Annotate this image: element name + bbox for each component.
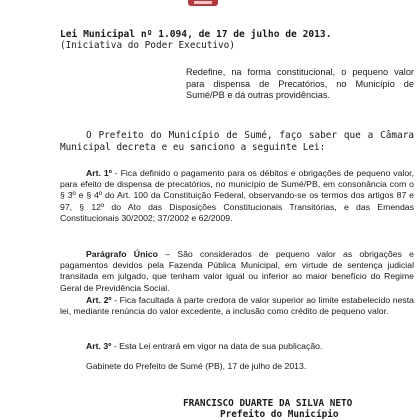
article-2-text: - Fica facultada à parte credora de valor superior ao limite estabelecido nesta lei, mediante renúncia do valor excedente, a inclusão como crédito de pequeno valor. bbox=[60, 295, 414, 317]
signatory-name: FRANCISCO DUARTE DA SILVA NETO bbox=[183, 398, 353, 409]
article-3-text: - Esta Lei entrará em vigor na data de sua publicação. bbox=[111, 341, 323, 351]
article-1-label: Art. 1º bbox=[86, 168, 112, 178]
sole-paragraph-text: – São considerados de pequeno valor as obrigações e pagamentos devidos pela Fazenda Pública Municipal, em virtude de sentença judicial transitada em julgado, que tenham valor igual ou inferior ao maior benefício do Regime Geral de Previdência Social. bbox=[60, 249, 414, 293]
law-initiative: (Iniciativa do Poder Executivo) bbox=[60, 40, 235, 51]
article-3 bbox=[60, 341, 414, 352]
signatory-role: Prefeito do Município bbox=[220, 409, 339, 420]
article-2-label: Art. 2º bbox=[86, 295, 112, 305]
article-1-text: - Fica definido o pagamento para os débitos e obrigações de pequeno valor, para efeito de dispensa de precatórios, no município de Sumé/PB, em consonância com o § 3º e § 4º do Art. 100 da Constituição Federal, observando-se os termos dos artigos 87 e 97, § 12º do Ato das Disposições Constitucionais Transitórias, e das Emendas Constitucionais 30/2002; 37/2002 e 62/2009. bbox=[60, 168, 414, 223]
sole-paragraph bbox=[60, 249, 414, 294]
coat-of-arms-emblem bbox=[188, 0, 218, 6]
law-summary: Redefine, na forma constitucional, o pequeno valor para dispensa de Precatórios, no Município de Sumé/PB e dá outras providências. bbox=[186, 67, 414, 100]
sole-paragraph-label: Parágrafo Único bbox=[86, 249, 158, 259]
article-3-label: Art. 3º bbox=[86, 341, 112, 351]
article-1 bbox=[60, 168, 414, 224]
article-2 bbox=[60, 295, 414, 317]
closing-place-date: Gabinete do Prefeito de Sumé (PB), 17 de julho de 2013. bbox=[86, 361, 307, 371]
law-title: Lei Municipal nº 1.094, de 17 de julho de 2013. bbox=[60, 29, 332, 40]
enactment-preamble: O Prefeito do Município de Sumé, faço saber que a Câmara Municipal decreta e eu sanciono a seguinte Lei: bbox=[60, 130, 414, 153]
